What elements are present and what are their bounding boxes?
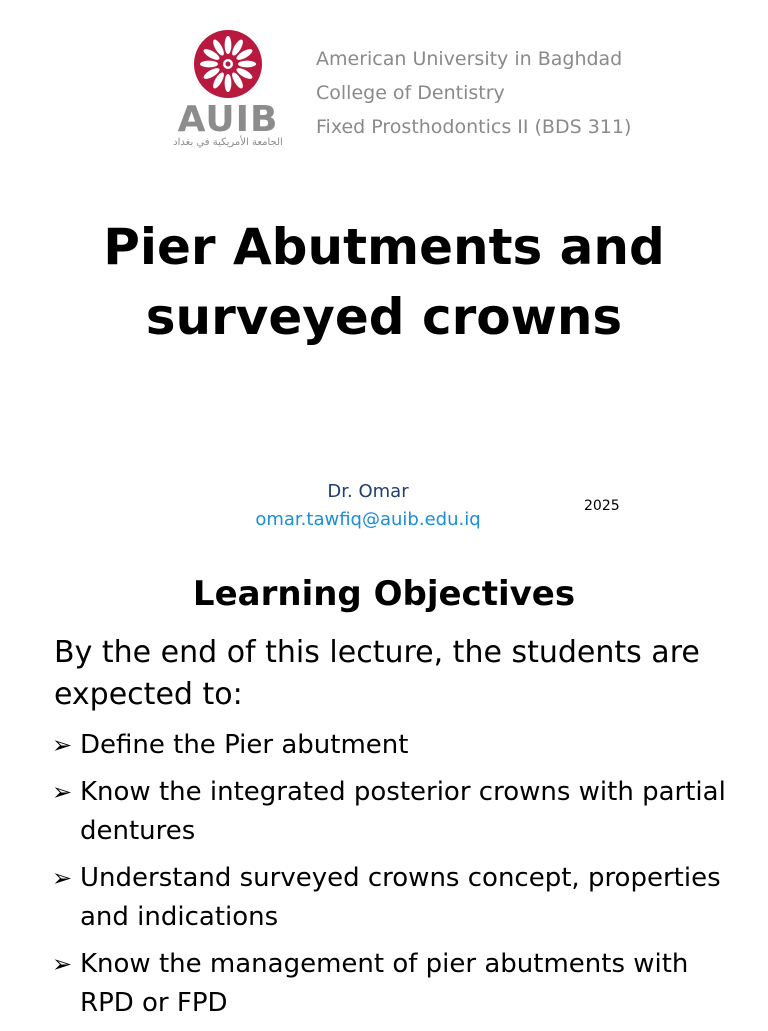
logo-wordmark: AUIB [177,99,279,140]
lecture-year: 2025 [584,498,620,514]
objectives-heading: Learning Objectives [192,574,576,614]
auib-logo [168,28,288,154]
arrowhead-bullet-icon: ➢ [52,778,73,806]
lecture-title [0,212,768,352]
objective-item [52,945,742,1023]
university-name: American University in Baghdad [316,48,623,70]
title-line-2: surveyed crowns [145,288,623,346]
arrowhead-bullet-icon: ➢ [52,864,73,892]
objective-text: Understand surveyed crowns concept, properties and indications [80,863,721,932]
arrowhead-bullet-icon: ➢ [52,950,73,978]
objectives-list [52,726,742,1031]
objective-item [52,859,742,937]
objective-item [52,773,742,851]
objectives-intro: By the end of this lecture, the students are expected to: [54,635,700,712]
arrowhead-bullet-icon: ➢ [52,731,73,759]
author-name: Dr. Omar [327,481,409,502]
college-name: College of Dentistry [316,82,505,104]
author-email-link[interactable]: omar.tawfiq@auib.edu.iq [255,509,481,530]
institution-block [316,42,631,144]
course-name: Fixed Prosthodontics II (BDS 311) [316,116,632,138]
objective-item [52,726,742,765]
flower-emblem-icon [168,28,288,100]
author-block [200,478,536,534]
objective-text: Know the management of pier abutments with RPD or FPD [80,949,689,1018]
logo-arabic-text: الجامعة الأمريكية في بغداد [173,137,283,148]
title-line-1: Pier Abutments and [103,218,665,276]
objective-text: Define the Pier abutment [80,730,409,760]
objective-text: Know the integrated posterior crowns with partial dentures [80,777,726,846]
